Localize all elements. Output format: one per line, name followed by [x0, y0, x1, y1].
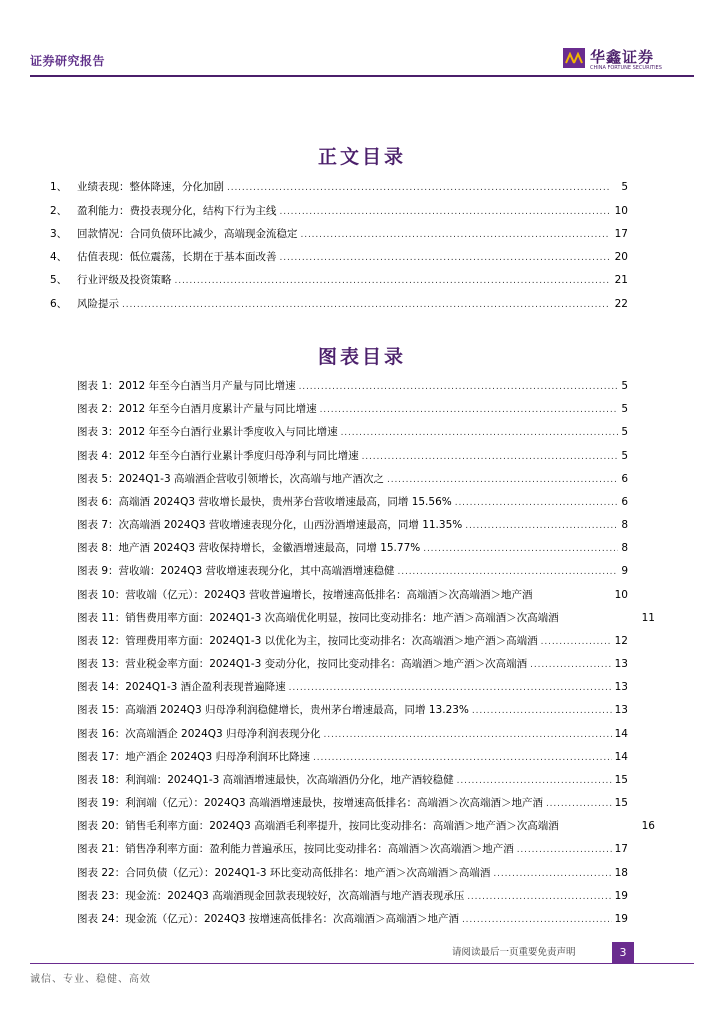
leader-dots	[320, 402, 619, 417]
figure-item[interactable]	[77, 889, 628, 904]
figure-item-page: 6	[621, 496, 628, 508]
leader-dots	[324, 727, 612, 742]
figure-item[interactable]	[77, 796, 628, 811]
figure-item-page: 8	[621, 519, 628, 531]
figure-item[interactable]	[77, 379, 628, 394]
logo-chinese-name: 华鑫证券	[590, 48, 655, 66]
figure-item-label: 图表 19：利润端（亿元）：2024Q3 高端酒增速最快，按增速高低排名：高端酒＞次高端酒＞地产酒	[77, 797, 543, 809]
figure-item-page: 11	[641, 612, 655, 624]
figure-item-page: 13	[614, 704, 628, 716]
leader-dots	[289, 680, 612, 695]
toc-item[interactable]	[50, 204, 628, 219]
header-rule	[30, 75, 694, 77]
toc-item-page: 20	[614, 251, 628, 263]
leader-dots	[398, 564, 619, 579]
figure-item-page: 14	[614, 751, 628, 763]
leader-dots	[387, 472, 618, 487]
toc-item-number: 6、	[50, 298, 68, 310]
figure-item-label: 图表 23：现金流：2024Q3 高端酒现金回款表现较好，次高端酒与地产酒表现承压	[77, 890, 465, 902]
toc-item[interactable]	[50, 297, 628, 312]
toc-item-number: 4、	[50, 251, 68, 263]
figure-item[interactable]	[77, 727, 628, 742]
figure-item-label: 图表 10：营收端（亿元）：2024Q3 营收普遍增长，按增速高低排名：高端酒＞次高端酒＞地产酒	[77, 589, 533, 601]
figure-item-page: 15	[614, 797, 628, 809]
figure-item-label: 图表 15：高端酒 2024Q3 归母净利润稳健增长，贵州茅台增速最高，同增 13.23%	[77, 704, 469, 716]
leader-dots	[280, 204, 610, 219]
figure-item[interactable]	[77, 866, 628, 881]
figure-item-page: 14	[614, 728, 628, 740]
figure-item-page: 5	[621, 403, 628, 415]
leader-dots	[462, 912, 612, 927]
figure-item-label: 图表 13：营业税金率方面：2024Q1-3 变动分化，按同比变动排名：高端酒＞地产酒＞次高端酒	[77, 658, 528, 670]
figure-item-page: 8	[621, 542, 628, 554]
figure-item-page: 5	[621, 380, 628, 392]
disclaimer-note: 请阅读最后一页重要免责声明	[452, 947, 576, 958]
figure-item-label: 图表 22：合同负债（亿元）：2024Q1-3 环比变动高低排名：地产酒＞次高端酒＞高端酒	[77, 867, 491, 879]
leader-dots	[299, 379, 619, 394]
figure-item-label: 图表 3：2012 年至今白酒行业累计季度收入与同比增速	[77, 426, 338, 438]
figure-item-label: 图表 7：次高端酒 2024Q3 营收增速表现分化，山西汾酒增速最高，同增 11.35%	[77, 519, 463, 531]
toc-item-page: 5	[621, 181, 628, 193]
toc-item-number: 3、	[50, 228, 68, 240]
figure-item-page: 17	[614, 843, 628, 855]
figure-item-label: 图表 24：现金流（亿元）：2024Q3 按增速高低排名：次高端酒＞高端酒＞地产酒	[77, 913, 459, 925]
figure-item-page: 6	[621, 473, 628, 485]
figure-item-page: 19	[614, 890, 628, 902]
figure-item-label: 图表 12：管理费用率方面：2024Q1-3 以优化为主，按同比变动排名：次高端酒＞地产酒＞高端酒	[77, 635, 538, 647]
toc-item-label: 盈利能力：费投表现分化，结构下行为主线	[77, 205, 277, 217]
figure-item[interactable]	[77, 402, 628, 417]
figure-item[interactable]	[77, 657, 628, 672]
figure-item-page: 18	[614, 867, 628, 879]
toc-item-number: 2、	[50, 205, 68, 217]
toc-item-label: 业绩表现：整体降速，分化加剧	[77, 181, 224, 193]
figure-item[interactable]	[77, 842, 628, 857]
leader-dots	[465, 518, 618, 533]
figure-item[interactable]	[77, 634, 628, 649]
figure-item-page: 13	[614, 681, 628, 693]
toc-item-page: 21	[614, 274, 628, 286]
toc-item-page: 22	[614, 298, 628, 310]
figures-title: 图表目录	[317, 346, 406, 368]
leader-dots	[423, 541, 618, 556]
figure-item[interactable]	[77, 680, 628, 695]
figure-item-page: 13	[614, 658, 628, 670]
leader-dots	[467, 889, 611, 904]
leader-dots	[546, 796, 612, 811]
figure-item[interactable]	[77, 912, 628, 927]
figure-item-label: 图表 8：地产酒 2024Q3 营收保持增长，金徽酒增速最高，同增 15.77%	[77, 542, 421, 554]
figure-item-page: 15	[614, 774, 628, 786]
toc-item-label: 风险提示	[77, 298, 119, 310]
leader-dots	[493, 866, 611, 881]
leader-dots	[341, 425, 619, 440]
figure-item-label: 图表 9：营收端：2024Q3 营收增速表现分化，其中高端酒增速稳健	[77, 565, 395, 577]
toc-item-page: 10	[614, 205, 628, 217]
logo-mark-icon	[563, 48, 585, 68]
figure-item[interactable]	[77, 564, 628, 579]
figure-item[interactable]	[77, 472, 628, 487]
leader-dots	[457, 773, 612, 788]
figure-item-label: 图表 1：2012 年至今白酒当月产量与同比增速	[77, 380, 296, 392]
toc-item-number: 1、	[50, 181, 68, 193]
figure-item[interactable]	[77, 611, 655, 626]
figure-item-label: 图表 21：销售净利率方面：盈利能力普遍承压，按同比变动排名：高端酒＞次高端酒＞地产酒	[77, 843, 514, 855]
figure-item-label: 图表 5：2024Q1-3 高端酒企营收引领增长，次高端与地产酒次之	[77, 473, 384, 485]
toc-item-label: 行业评级及投资策略	[77, 274, 172, 286]
figure-item-label: 图表 18：利润端：2024Q1-3 高端酒增速最快，次高端酒仍分化，地产酒较稳健	[77, 774, 454, 786]
leader-dots	[227, 180, 609, 195]
leader-dots	[301, 227, 610, 242]
figure-item[interactable]	[77, 703, 628, 718]
leader-dots	[472, 703, 612, 718]
figure-item-label: 图表 14：2024Q1-3 酒企盈利表现普遍降速	[77, 681, 286, 693]
leader-dots	[530, 657, 611, 672]
toc-item-number: 5、	[50, 274, 68, 286]
toc-item[interactable]	[50, 180, 628, 195]
toc-item-page: 17	[614, 228, 628, 240]
figure-item-page: 5	[621, 426, 628, 438]
figure-item-label: 图表 16：次高端酒企 2024Q3 归母净利润表现分化	[77, 728, 321, 740]
figure-item[interactable]	[77, 588, 628, 603]
leader-dots	[517, 842, 612, 857]
figure-item-page: 16	[641, 820, 655, 832]
leader-dots	[362, 449, 619, 464]
figure-item-label: 图表 4：2012 年至今白酒行业累计季度归母净利与同比增速	[77, 450, 359, 462]
logo-english-name: CHINA FORTUNE SECURITIES	[590, 65, 662, 71]
leader-dots	[280, 250, 610, 265]
figure-item-label: 图表 6：高端酒 2024Q3 营收增长最快，贵州茅台营收增速最高，同增 15.56%	[77, 496, 452, 508]
figure-item-page: 5	[621, 450, 628, 462]
toc-item-label: 回款情况：合同负债环比减少，高端现金流稳定	[77, 228, 298, 240]
figure-item-label: 图表 11：销售费用率方面：2024Q1-3 次高端优化明显，按同比变动排名：地产酒＞高端酒＞次高端酒	[77, 612, 559, 624]
figure-item[interactable]	[77, 495, 628, 510]
leader-dots	[313, 750, 612, 765]
figure-item-label: 图表 20：销售毛利率方面：2024Q3 高端酒毛利率提升，按同比变动排名：高端酒＞地产酒＞次高端酒	[77, 820, 559, 832]
figure-item-label: 图表 17：地产酒企 2024Q3 归母净利润环比降速	[77, 751, 311, 763]
leader-dots	[175, 273, 610, 288]
figure-item[interactable]	[77, 449, 628, 464]
figure-item[interactable]	[77, 819, 655, 834]
leader-dots	[541, 634, 612, 649]
toc-item-label: 估值表现：低位震荡，长期在于基本面改善	[77, 251, 277, 263]
figure-item[interactable]	[77, 518, 628, 533]
figure-item[interactable]	[77, 541, 628, 556]
leader-dots	[455, 495, 619, 510]
figure-item-page: 12	[614, 635, 628, 647]
toc-item[interactable]	[50, 250, 628, 265]
figure-item-page: 10	[614, 589, 628, 601]
figure-item[interactable]	[77, 425, 628, 440]
figure-item[interactable]	[77, 750, 628, 765]
footer-rule	[30, 963, 694, 964]
page-number: 3	[612, 942, 634, 964]
figure-item[interactable]	[77, 773, 628, 788]
figure-item-page: 19	[614, 913, 628, 925]
toc-item[interactable]	[50, 273, 628, 288]
report-type-label: 证券研究报告	[30, 54, 106, 68]
leader-dots	[122, 297, 609, 312]
toc-title: 正文目录	[317, 146, 406, 168]
figure-item-label: 图表 2：2012 年至今白酒月度累计产量与同比增速	[77, 403, 317, 415]
toc-item[interactable]	[50, 227, 628, 242]
figure-item-page: 9	[621, 565, 628, 577]
company-motto: 诚信、专业、稳健、高效	[30, 974, 151, 985]
